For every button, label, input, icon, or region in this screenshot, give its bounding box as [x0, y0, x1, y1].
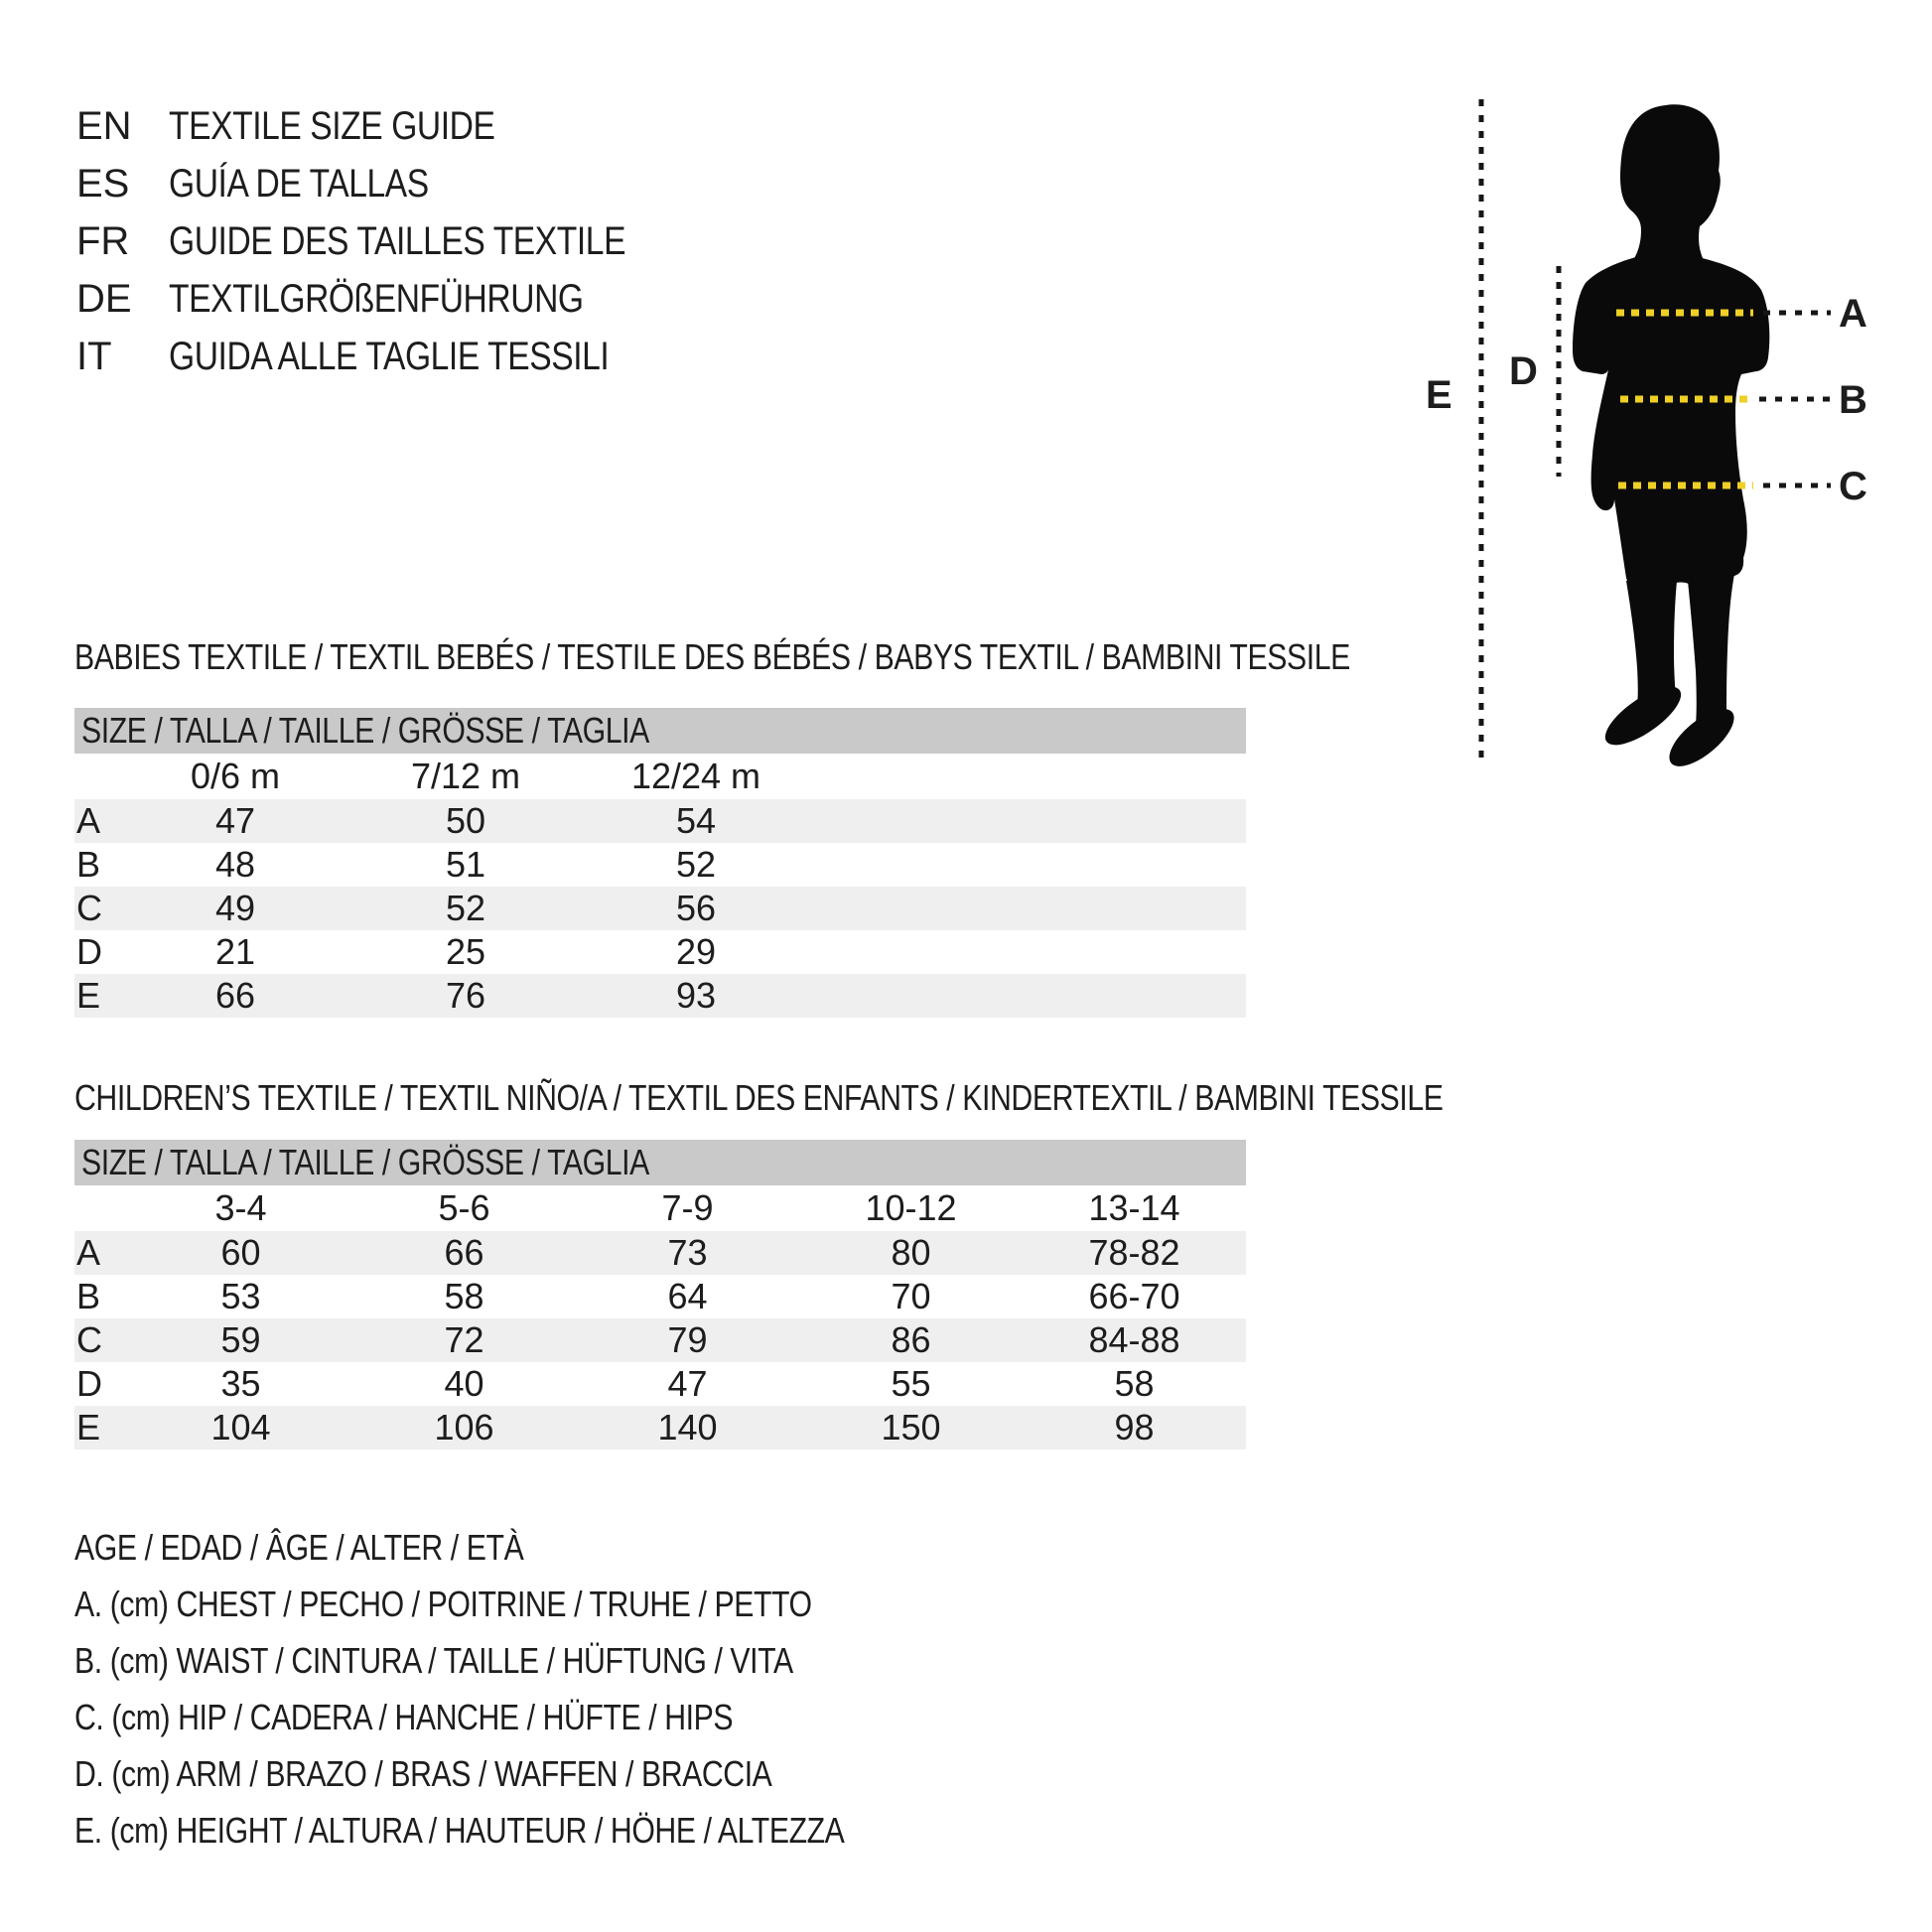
row-filler [811, 799, 1246, 843]
figure-label-E: E [1426, 373, 1452, 417]
table-row [74, 843, 1246, 887]
table-cell: 29 [675, 931, 717, 972]
column-header-spacer [74, 1185, 129, 1231]
table-cell: 140 [657, 1407, 718, 1448]
children-section-heading-text: CHILDREN’S TEXTILE / TEXTIL NIÑO/A / TEXTIL DES ENFANTS / KINDERTEXTIL / BAMBINI TESSILE [74, 1077, 1444, 1118]
table-cell: 58 [1114, 1363, 1155, 1404]
legend-line-text: A. (cm) CHEST / PECHO / POITRINE / TRUHE / PETTO [74, 1584, 812, 1624]
table-cell: 66 [444, 1232, 484, 1273]
table-cell: 56 [675, 888, 717, 928]
legend-line-text: B. (cm) WAIST / CINTURA / TAILLE / HÜFTUNG / VITA [74, 1640, 793, 1681]
babies-section-heading-text: BABIES TEXTILE / TEXTIL BEBÉS / TESTILE DES BÉBÉS / BABYS TEXTIL / BAMBINI TESSILE [74, 636, 1350, 677]
child-silhouette [1573, 104, 1769, 775]
language-title-text: TEXTILE SIZE GUIDE [169, 104, 495, 148]
table-cell: 55 [891, 1363, 931, 1404]
table-cell: 66-70 [1088, 1276, 1180, 1316]
row-filler [811, 974, 1246, 1018]
language-code: FR [76, 219, 130, 263]
table-cell: 79 [667, 1319, 708, 1360]
table-cell: 76 [445, 975, 486, 1016]
table-cell: 49 [214, 888, 256, 928]
figure-label-D: D [1509, 349, 1538, 393]
babies-column-header-row [74, 754, 1246, 799]
language-title [169, 270, 662, 328]
table-cell: 58 [444, 1276, 484, 1316]
table-cell: 150 [881, 1407, 941, 1448]
figure-label-A: A [1839, 292, 1867, 336]
table-cell: 98 [1114, 1407, 1155, 1448]
row-filler [811, 930, 1246, 974]
legend-line [74, 1632, 991, 1689]
language-row [76, 270, 713, 328]
legend-line-text: E. (cm) HEIGHT / ALTURA / HAUTEUR / HÖHE / ALTEZZA [74, 1810, 845, 1851]
legend-line [74, 1745, 991, 1802]
column-header-spacer [74, 754, 120, 799]
table-row [74, 1231, 1246, 1275]
figure-label-B: B [1839, 378, 1867, 422]
silhouette-right-leg [1688, 574, 1734, 725]
column-header: 12/24 m [630, 756, 761, 796]
column-header: 7-9 [661, 1187, 714, 1228]
table-cell: 59 [220, 1319, 261, 1360]
language-row [76, 212, 713, 270]
language-title-text: GUIDA ALLE TAGLIE TESSILI [169, 335, 610, 378]
table-cell: 73 [667, 1232, 708, 1273]
table-cell: 35 [220, 1363, 261, 1404]
column-header: 0/6 m [190, 756, 281, 796]
table-cell: 84-88 [1088, 1319, 1180, 1360]
table-cell: 53 [220, 1276, 261, 1316]
legend-line [74, 1802, 991, 1859]
table-cell: 54 [675, 800, 717, 841]
babies-size-header-bar [74, 708, 1246, 754]
row-label: A [76, 800, 101, 841]
babies-size-header-text: SIZE / TALLA / TAILLE / GRÖSSE / TAGLIA [81, 710, 649, 751]
row-filler [811, 887, 1246, 930]
language-row [76, 155, 713, 212]
child-silhouette-diagram [1132, 79, 1932, 794]
table-row [74, 1362, 1246, 1406]
measurement-legend [74, 1519, 991, 1859]
table-cell: 64 [667, 1276, 708, 1316]
legend-line [74, 1576, 991, 1632]
language-row [76, 97, 713, 155]
language-code: EN [76, 104, 132, 148]
language-title-text: GUÍA DE TALLAS [169, 162, 429, 206]
legend-line [74, 1519, 991, 1576]
table-cell: 104 [210, 1407, 271, 1448]
legend-line [74, 1689, 991, 1745]
table-cell: 72 [444, 1319, 484, 1360]
row-label: E [76, 1407, 101, 1448]
column-header: 5-6 [438, 1187, 490, 1228]
legend-line-text: D. (cm) ARM / BRAZO / BRAS / WAFFEN / BRACCIA [74, 1753, 772, 1794]
column-header: 10-12 [865, 1187, 957, 1228]
row-label: C [76, 888, 102, 928]
column-header-filler [811, 754, 1246, 799]
table-cell: 60 [220, 1232, 261, 1273]
silhouette-head [1620, 104, 1721, 260]
table-row [74, 930, 1246, 974]
language-code: ES [76, 162, 130, 206]
table-row [74, 1318, 1246, 1362]
table-cell: 86 [891, 1319, 931, 1360]
table-row [74, 1406, 1246, 1449]
silhouette-left-leg [1626, 581, 1677, 705]
table-row [74, 1275, 1246, 1318]
children-section-heading [74, 1078, 1704, 1118]
row-label: A [76, 1232, 101, 1273]
table-cell: 78-82 [1088, 1232, 1180, 1273]
row-label: E [76, 975, 101, 1016]
children-size-table [74, 1140, 1246, 1449]
row-label: D [76, 1363, 102, 1404]
table-row [74, 799, 1246, 843]
table-cell: 47 [214, 800, 256, 841]
table-cell: 50 [445, 800, 486, 841]
table-cell: 80 [891, 1232, 931, 1273]
language-title-list [76, 97, 713, 385]
silhouette-body [1573, 254, 1769, 589]
children-size-header-bar [74, 1140, 1246, 1185]
table-cell: 51 [445, 844, 486, 885]
language-title [169, 212, 713, 270]
language-title [169, 328, 693, 385]
language-code: IT [76, 335, 112, 378]
table-cell: 70 [891, 1276, 931, 1316]
table-cell: 25 [445, 931, 486, 972]
babies-rows [74, 799, 1246, 1018]
table-cell: 52 [445, 888, 486, 928]
column-header: 13-14 [1088, 1187, 1180, 1228]
figure-label-C: C [1839, 465, 1867, 508]
legend-line-text: AGE / EDAD / ÂGE / ALTER / ETÀ [74, 1527, 524, 1568]
table-cell: 40 [444, 1363, 484, 1404]
table-cell: 66 [214, 975, 256, 1016]
children-column-header-row [74, 1185, 1246, 1231]
row-label: D [76, 931, 102, 972]
babies-size-table [74, 708, 1246, 1018]
table-cell: 106 [434, 1407, 494, 1448]
language-row [76, 328, 713, 385]
legend-line-text: C. (cm) HIP / CADERA / HANCHE / HÜFTE / HIPS [74, 1697, 734, 1737]
column-header: 3-4 [214, 1187, 267, 1228]
language-title [169, 155, 479, 212]
row-filler [811, 843, 1246, 887]
babies-section-heading [74, 637, 1593, 677]
children-rows [74, 1231, 1246, 1449]
table-cell: 21 [214, 931, 256, 972]
children-size-header-text: SIZE / TALLA / TAILLE / GRÖSSE / TAGLIA [81, 1142, 649, 1182]
row-label: B [76, 844, 101, 885]
table-cell: 47 [667, 1363, 708, 1404]
row-label: B [76, 1276, 101, 1316]
table-cell: 52 [675, 844, 717, 885]
table-row [74, 887, 1246, 930]
language-title [169, 97, 557, 155]
language-code: DE [76, 277, 132, 321]
language-title-text: GUIDE DES TAILLES TEXTILE [169, 219, 626, 263]
language-title-text: TEXTILGRÖßENFÜHRUNG [169, 277, 584, 321]
row-label: C [76, 1319, 102, 1360]
table-row [74, 974, 1246, 1018]
column-header: 7/12 m [410, 756, 521, 796]
table-cell: 48 [214, 844, 256, 885]
table-cell: 93 [675, 975, 717, 1016]
